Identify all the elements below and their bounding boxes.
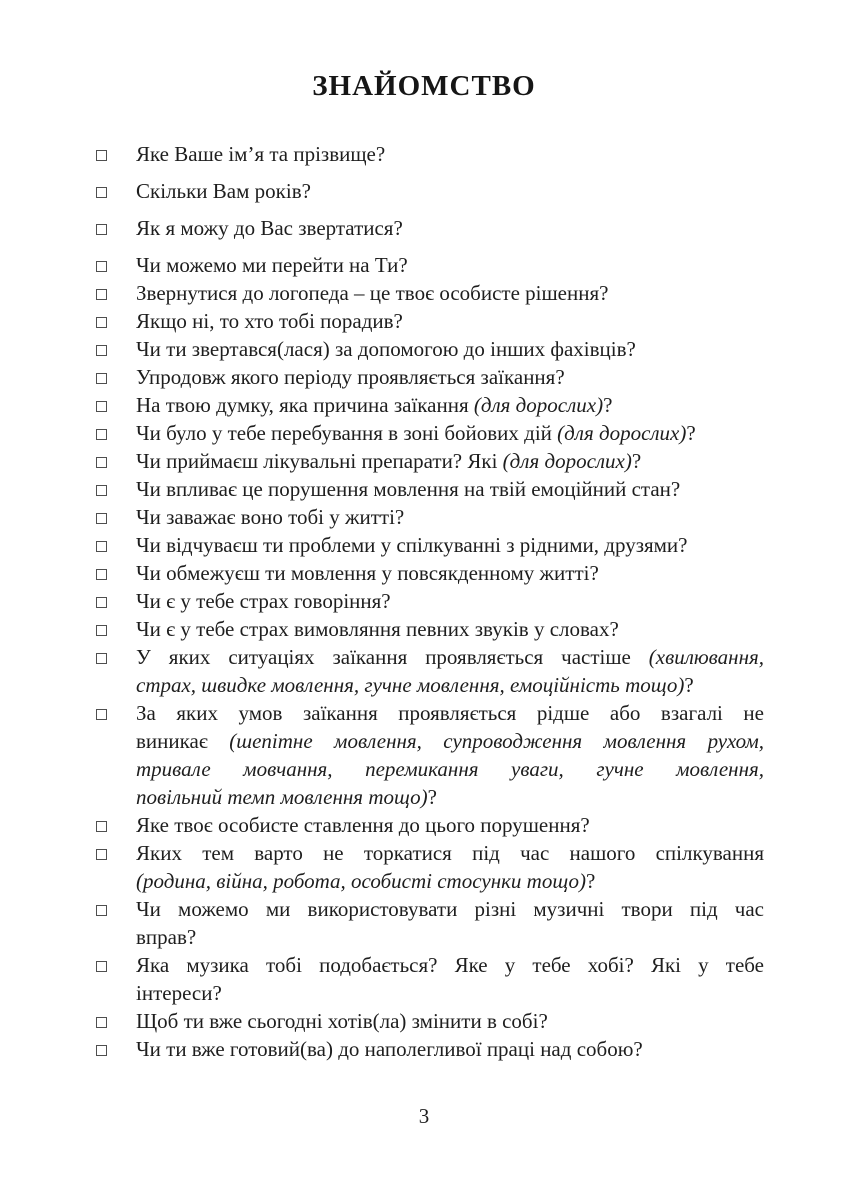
checklist-item [96,1007,848,1035]
question-text [136,531,764,559]
question-text [136,447,764,475]
question-line: На твою думку, яка причина заїкання (для дорослих)? [136,393,613,417]
checkbox-icon [96,541,107,552]
checklist-item [96,391,848,419]
checklist-item [96,503,848,531]
question-text [136,140,764,168]
question-text [136,419,764,447]
question-text [136,214,764,242]
question-line: Чи можемо ми перейти на Ти? [136,253,408,277]
question-line: Яке Ваше ім’я та прізвище? [136,142,386,166]
question-text [136,811,764,839]
checkbox-icon [96,224,107,235]
question-text [136,615,764,643]
question-text [136,699,764,811]
checklist-item [96,839,848,895]
question-text [136,251,764,279]
checkbox-icon [96,625,107,636]
checklist-item [96,643,848,699]
question-text [136,839,764,895]
checklist-item [96,177,848,205]
question-text [136,503,764,531]
question-text [136,391,764,419]
question-text [136,335,764,363]
question-line: Чи приймаєш лікувальні препарати? Які (для дорослих)? [136,449,642,473]
checklist-item [96,1035,848,1063]
question-line: Чи заважає воно тобі у житті? [136,505,405,529]
checkbox-icon [96,849,107,860]
checkbox-icon [96,513,107,524]
checklist-item [96,811,848,839]
checkbox-icon [96,373,107,384]
checklist-item [96,251,848,279]
question-line: Скільки Вам років? [136,179,311,203]
checkbox-icon [96,653,107,664]
question-line: виникає (шепітне мовлення, супроводження мовлення рухом, [136,729,764,753]
checklist-item [96,531,848,559]
question-line: Звернутися до логопеда – це твоє особисте рішення? [136,281,609,305]
question-text [136,1035,764,1063]
checkbox-icon [96,429,107,440]
checklist-item [96,447,848,475]
question-line: Чи є у тебе страх говоріння? [136,589,391,613]
question-line: Яка музика тобі подобається? Яке у тебе хобі? Які у тебе [136,953,764,977]
page-title: ЗНАЙОМСТВО [312,70,536,102]
question-text [136,643,764,699]
question-line: Чи ти вже готовий(ва) до наполегливої праці над собою? [136,1037,643,1061]
checklist-item [96,214,848,242]
checklist-item [96,587,848,615]
question-line: вправ? [136,925,197,949]
checkbox-icon [96,1045,107,1056]
checkbox-icon [96,150,107,161]
checklist-item [96,335,848,363]
checkbox-icon [96,289,107,300]
checklist-item [96,307,848,335]
question-line: Чи можемо ми використовувати різні музичні твори під час [136,897,764,921]
question-line: повільний темп мовлення тощо)? [136,785,437,809]
question-line: Чи було у тебе перебування в зоні бойових дій (для дорослих)? [136,421,696,445]
question-text [136,307,764,335]
question-line: Чи впливає це порушення мовлення на твій емоційний стан? [136,477,681,501]
question-text [136,895,764,951]
checklist-item [96,951,848,1007]
question-line: Як я можу до Вас звертатися? [136,216,403,240]
question-line: (родина, війна, робота, особисті стосунки тощо)? [136,869,596,893]
checkbox-icon [96,317,107,328]
question-checklist [0,140,848,1063]
checklist-item [96,895,848,951]
page-number: 3 [418,1104,430,1128]
question-line: Чи є у тебе страх вимовляння певних звуків у словах? [136,617,619,641]
question-line: Якщо ні, то хто тобі порадив? [136,309,403,333]
checklist-item [96,615,848,643]
checkbox-icon [96,457,107,468]
checkbox-icon [96,401,107,412]
question-line: За яких умов заїкання проявляється рідше або взагалі не [136,701,764,725]
question-line: Чи ти звертався(лася) за допомогою до інших фахівців? [136,337,636,361]
checkbox-icon [96,261,107,272]
question-line: Яке твоє особисте ставлення до цього порушення? [136,813,590,837]
checkbox-icon [96,821,107,832]
question-text [136,363,764,391]
question-line: Яких тем варто не торкатися під час нашого спілкування [136,841,764,865]
question-line: Чи обмежуєш ти мовлення у повсякденному житті? [136,561,599,585]
checklist-item [96,475,848,503]
question-line: Щоб ти вже сьогодні хотів(ла) змінити в собі? [136,1009,548,1033]
question-line: Упродовж якого періоду проявляється заїкання? [136,365,565,389]
question-line: інтереси? [136,981,222,1005]
checklist-item [96,363,848,391]
question-text [136,279,764,307]
question-text [136,559,764,587]
question-text [136,587,764,615]
question-line: страх, швидке мовлення, гучне мовлення, емоційність тощо)? [136,673,694,697]
question-text [136,475,764,503]
checkbox-icon [96,485,107,496]
checklist-item [96,699,848,811]
checklist-item [96,140,848,168]
checklist-item [96,279,848,307]
checkbox-icon [96,597,107,608]
checkbox-icon [96,345,107,356]
question-line: тривале мовчання, перемикання уваги, гучне мовлення, [136,757,764,781]
question-line: Чи відчуваєш ти проблеми у спілкуванні з рідними, друзями? [136,533,688,557]
question-text [136,1007,764,1035]
checkbox-icon [96,569,107,580]
checkbox-icon [96,905,107,916]
checkbox-icon [96,1017,107,1028]
checkbox-icon [96,187,107,198]
question-text [136,177,764,205]
checkbox-icon [96,961,107,972]
question-line: У яких ситуаціях заїкання проявляється частіше (хвилювання, [136,645,764,669]
question-text [136,951,764,1007]
checklist-item [96,419,848,447]
checkbox-icon [96,709,107,720]
checklist-item [96,559,848,587]
